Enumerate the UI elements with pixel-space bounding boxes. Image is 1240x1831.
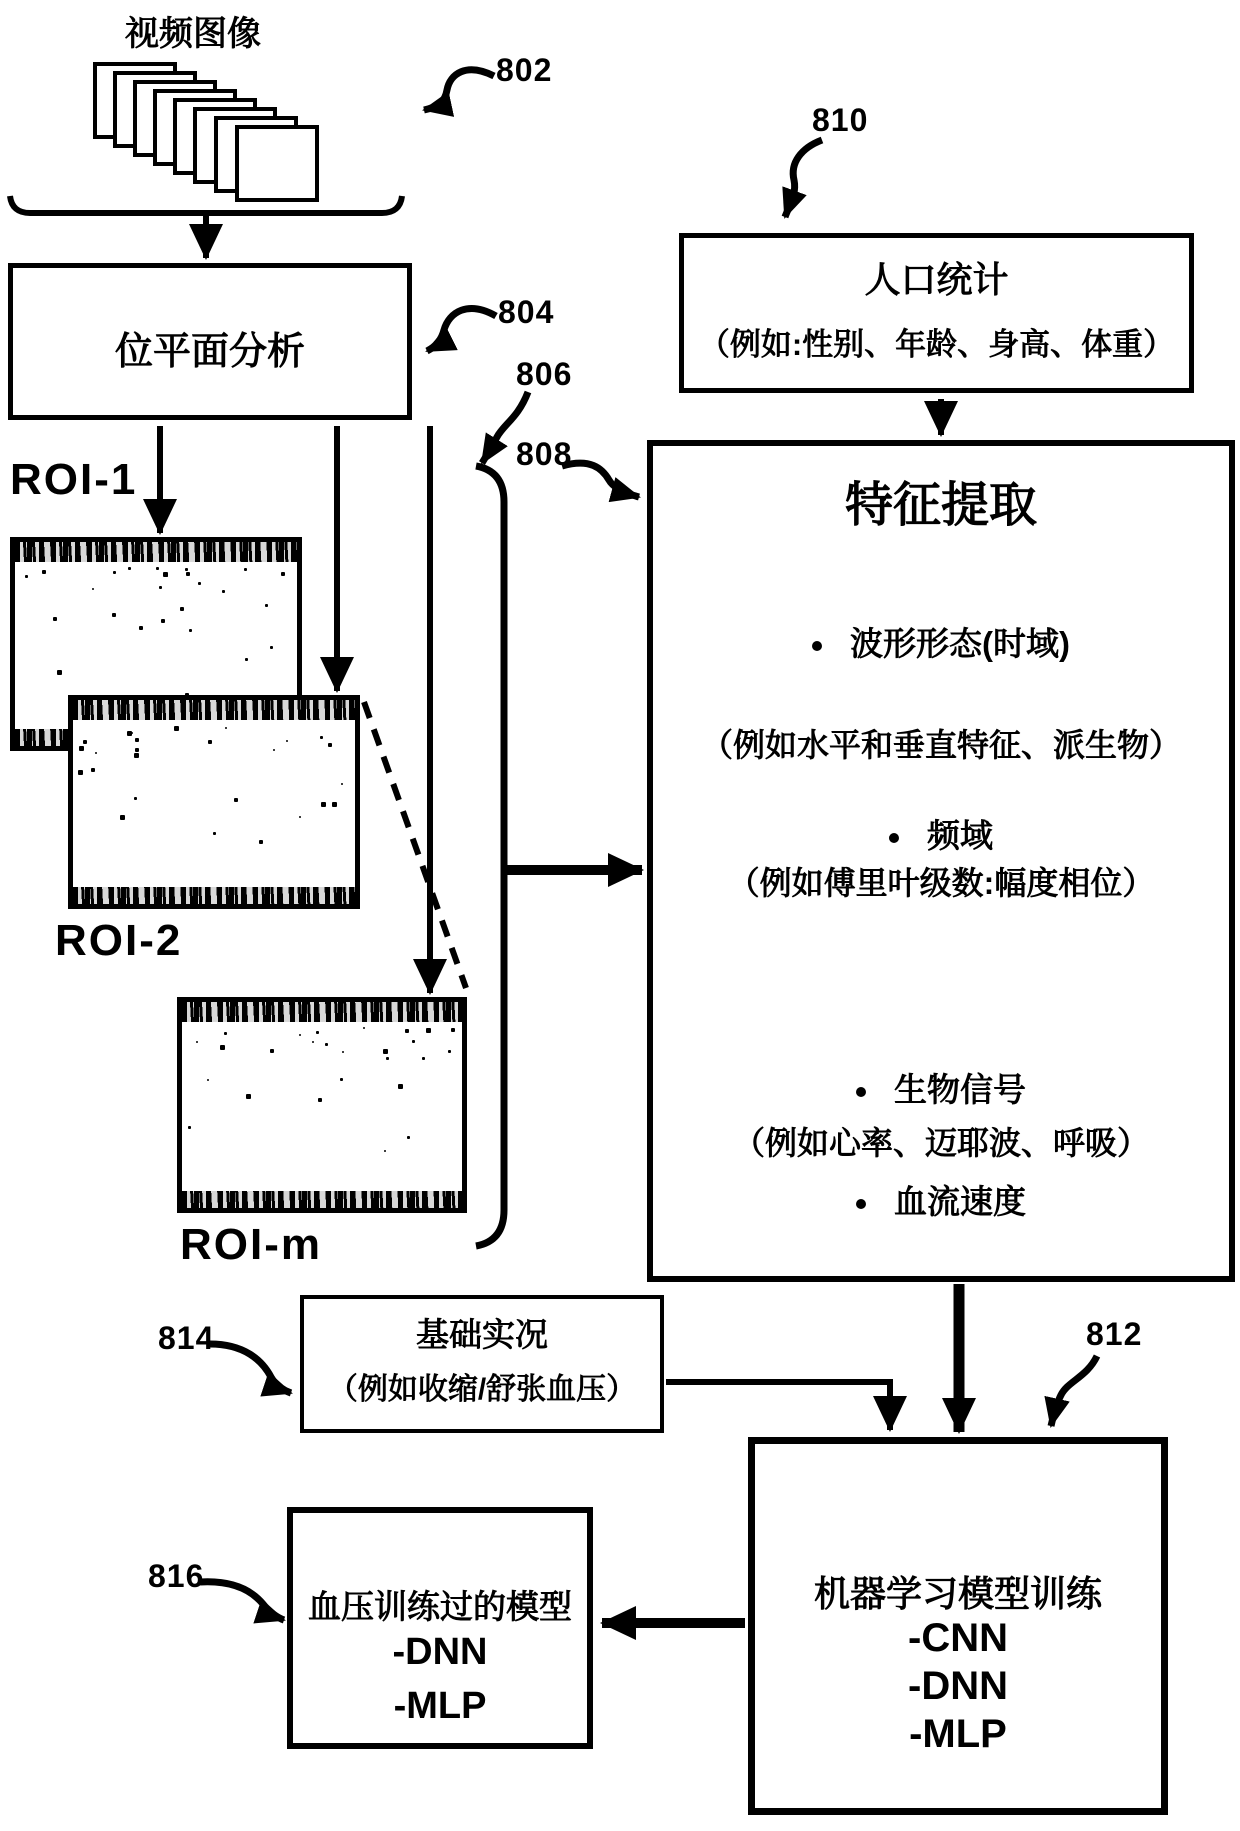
- roi-speckle-band: [73, 700, 355, 720]
- ref-808: 808: [516, 436, 573, 472]
- bullet-icon: [889, 833, 899, 843]
- trained-model-box: [287, 1507, 593, 1749]
- noise-dot: [161, 619, 165, 623]
- noise-dot: [299, 1034, 301, 1036]
- feature-item-frequency-text: 频域: [927, 817, 993, 854]
- noise-dot: [213, 832, 216, 835]
- feature-item-frequency: [653, 810, 1229, 857]
- ref-812: 812: [1086, 1316, 1143, 1352]
- ref-806: 806: [516, 356, 573, 392]
- roi-speckle-band: [73, 887, 355, 904]
- noise-dot: [224, 1032, 227, 1035]
- noise-dot: [156, 567, 159, 570]
- roi-m-label: ROI-m: [180, 1220, 322, 1269]
- leader-804: [427, 309, 496, 351]
- noise-dot: [196, 1041, 198, 1043]
- noise-dot: [340, 1078, 343, 1081]
- noise-dot: [363, 1027, 365, 1029]
- ref-802: 802: [496, 52, 553, 88]
- noise-dot: [328, 743, 332, 747]
- video-frames-title: 视频图像: [125, 15, 261, 53]
- noise-dot: [299, 816, 301, 818]
- feature-item-frequency-note: （例如傅里叶级数:幅度相位）: [727, 865, 1155, 901]
- trained-model-item-mlp: -MLP: [393, 1685, 487, 1727]
- feature-item-waveform-note: （例如水平和垂直特征、派生物）: [700, 727, 1181, 763]
- noise-dot: [180, 607, 184, 611]
- bullet-icon: [812, 641, 822, 651]
- feature-item-biosignal-text: 生物信号: [894, 1071, 1026, 1108]
- roi-noise-dots: [77, 724, 351, 882]
- noise-dot: [234, 798, 238, 802]
- noise-dot: [273, 749, 275, 751]
- leader-812: [1051, 1356, 1097, 1426]
- noise-dot: [174, 726, 179, 731]
- noise-dot: [320, 736, 323, 739]
- noise-dot: [383, 1049, 388, 1054]
- ml-training-title: 机器学习模型训练: [813, 1573, 1102, 1614]
- noise-dot: [79, 746, 84, 751]
- noise-dot: [189, 629, 192, 632]
- noise-dot: [185, 568, 188, 571]
- ml-item-cnn: -CNN: [908, 1616, 1008, 1660]
- roi-2-image: [68, 695, 360, 909]
- trained-model-title: 血压训练过的模型: [308, 1588, 572, 1625]
- roi-speckle-band: [15, 542, 297, 562]
- noise-dot: [91, 768, 95, 772]
- noise-dot: [332, 802, 337, 807]
- noise-dot: [265, 604, 268, 607]
- roi-2-label: ROI-2: [55, 916, 183, 965]
- noise-dot: [186, 572, 190, 576]
- noise-dot: [341, 783, 343, 785]
- noise-dot: [139, 626, 143, 630]
- noise-dot: [95, 752, 97, 754]
- ref-810: 810: [812, 102, 869, 138]
- frame-stack-brace: [10, 196, 402, 213]
- feature-item-waveform-text: 波形形态(时域): [850, 625, 1070, 662]
- noise-dot: [412, 1040, 415, 1043]
- roi-noise-dots: [186, 1026, 458, 1186]
- ref-814: 814: [158, 1320, 215, 1356]
- feature-item-bloodflow-text: 血流速度: [894, 1183, 1026, 1220]
- leader-802: [424, 70, 494, 110]
- demographics-title: 人口统计: [864, 259, 1009, 300]
- feature-item-biosignal-note: （例如心率、迈耶波、呼吸）: [732, 1125, 1149, 1161]
- feature-extraction-title: 特征提取: [844, 479, 1037, 532]
- noise-dot: [113, 571, 116, 574]
- bitplane-analysis-label: 位平面分析: [114, 331, 305, 373]
- noise-dot: [259, 840, 263, 844]
- noise-dot: [407, 1136, 410, 1139]
- noise-dot: [135, 738, 139, 742]
- noise-dot: [426, 1028, 431, 1033]
- noise-dot: [57, 670, 62, 675]
- noise-dot: [386, 1057, 389, 1060]
- noise-dot: [422, 1057, 425, 1060]
- bitplane-analysis-box: [8, 263, 412, 420]
- noise-dot: [405, 1029, 409, 1033]
- noise-dot: [83, 740, 87, 744]
- demographics-box: [679, 233, 1194, 393]
- feature-item-bloodflow: [653, 1176, 1229, 1223]
- noise-dot: [270, 1049, 274, 1053]
- leader-816: [200, 1582, 284, 1620]
- noise-dot: [286, 740, 288, 742]
- noise-dot: [220, 1045, 225, 1050]
- leader-808: [562, 463, 639, 497]
- roi-gathering-bracket: [476, 466, 504, 1246]
- noise-dot: [42, 570, 46, 574]
- noise-dot: [342, 1051, 344, 1053]
- noise-dot: [78, 770, 83, 775]
- noise-dot: [25, 575, 28, 578]
- noise-dot: [134, 753, 139, 758]
- noise-dot: [135, 748, 139, 752]
- feature-item-biosignal: [653, 1064, 1229, 1111]
- roi-ellipsis-dashed-line: [364, 702, 466, 988]
- leader-810: [785, 140, 822, 217]
- noise-dot: [398, 1084, 403, 1089]
- noise-dot: [92, 588, 94, 590]
- roi-1-label: ROI-1: [10, 455, 138, 504]
- noise-dot: [451, 1028, 455, 1032]
- noise-dot: [318, 1098, 322, 1102]
- noise-dot: [448, 1050, 451, 1053]
- ground-truth-subtitle: （例如收缩/舒张血压）: [327, 1373, 637, 1406]
- noise-dot: [208, 740, 212, 744]
- ml-training-box: [748, 1437, 1168, 1815]
- leader-814: [210, 1344, 291, 1393]
- ref-816: 816: [148, 1558, 205, 1594]
- groundtruth-to-ml-connector: [666, 1382, 890, 1430]
- noise-dot: [245, 658, 248, 661]
- noise-dot: [134, 797, 137, 800]
- noise-dot: [246, 1094, 251, 1099]
- noise-dot: [244, 568, 247, 571]
- noise-dot: [207, 1079, 209, 1081]
- roi-m-image: [177, 997, 467, 1213]
- ground-truth-box: [300, 1295, 664, 1433]
- noise-dot: [120, 815, 125, 820]
- demographics-subtitle: （例如:性别、年龄、身高、体重）: [698, 327, 1175, 362]
- noise-dot: [225, 727, 227, 729]
- noise-dot: [312, 1041, 314, 1043]
- noise-dot: [159, 586, 162, 589]
- roi-speckle-band: [182, 1002, 462, 1022]
- feature-item-waveform: [653, 618, 1229, 665]
- noise-dot: [384, 1150, 386, 1152]
- noise-dot: [325, 1043, 328, 1046]
- noise-dot: [128, 567, 131, 570]
- noise-dot: [53, 617, 57, 621]
- video-frame: [235, 125, 319, 202]
- noise-dot: [270, 646, 273, 649]
- feature-extraction-box: [647, 440, 1235, 1282]
- noise-dot: [222, 590, 225, 593]
- noise-dot: [127, 731, 132, 736]
- ml-item-dnn: -DNN: [908, 1664, 1008, 1708]
- noise-dot: [281, 572, 285, 576]
- noise-dot: [321, 802, 326, 807]
- noise-dot: [188, 1126, 191, 1129]
- noise-dot: [164, 573, 168, 577]
- ml-item-mlp: -MLP: [909, 1712, 1007, 1756]
- ground-truth-title: 基础实况: [416, 1316, 548, 1353]
- roi-speckle-band: [182, 1191, 462, 1208]
- bullet-icon: [856, 1087, 866, 1097]
- noise-dot: [316, 1031, 319, 1034]
- noise-dot: [198, 582, 201, 585]
- ref-804: 804: [498, 294, 555, 330]
- trained-model-item-dnn: -DNN: [392, 1631, 488, 1673]
- noise-dot: [112, 613, 116, 617]
- bullet-icon: [856, 1199, 866, 1209]
